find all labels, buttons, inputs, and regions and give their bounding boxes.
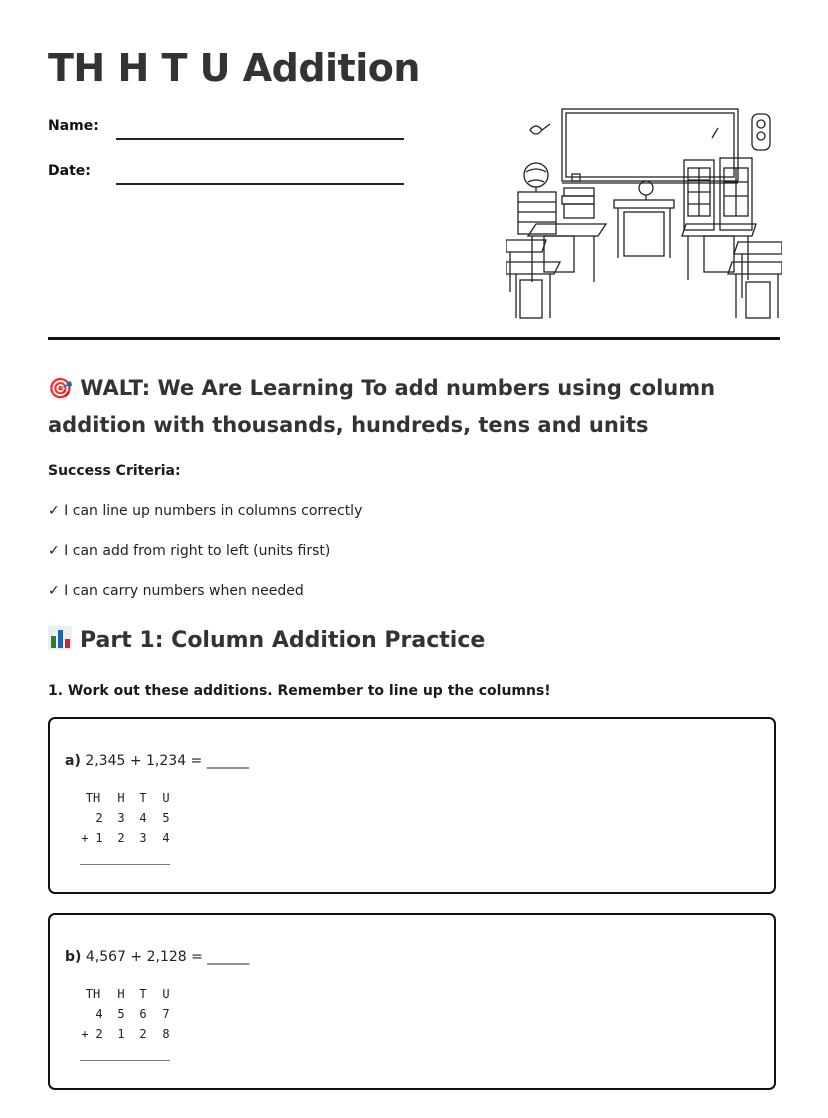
walt-text: WALT: We Are Learning To add numbers using column addition with thousands, hundreds, tens and units bbox=[48, 376, 716, 437]
criteria-item: ✓ I can add from right to left (units first) bbox=[48, 543, 331, 559]
place-value-header-row bbox=[78, 987, 178, 1007]
digit-cell: 4 bbox=[95, 1007, 103, 1021]
digit-cell: 2 bbox=[95, 1027, 103, 1041]
place-header: U bbox=[162, 791, 170, 805]
place-header: U bbox=[162, 987, 170, 1001]
worksheet-title: TH H T U Addition bbox=[48, 46, 420, 90]
addend-row bbox=[78, 831, 178, 851]
date-line bbox=[116, 183, 404, 185]
header-divider bbox=[48, 337, 780, 340]
place-header: T bbox=[139, 791, 147, 805]
digit-cell: 7 bbox=[162, 1007, 170, 1021]
bar-chart-icon bbox=[48, 626, 72, 650]
digit-cell: 2 bbox=[117, 831, 125, 845]
digit-cell: 3 bbox=[139, 831, 147, 845]
digit-cell: 2 bbox=[95, 811, 103, 825]
name-line bbox=[116, 138, 404, 140]
walt-heading bbox=[48, 370, 788, 444]
part1-title: Part 1: Column Addition Practice bbox=[80, 628, 486, 653]
digit-cell: 4 bbox=[139, 811, 147, 825]
question-label: a) bbox=[65, 753, 81, 769]
digit-cell: 3 bbox=[117, 811, 125, 825]
question-expression: 4,567 + 2,128 = ______ bbox=[85, 949, 250, 965]
place-header: H bbox=[117, 791, 125, 805]
digit-cell: 5 bbox=[117, 1007, 125, 1021]
place-header: TH bbox=[85, 791, 101, 805]
answer-line bbox=[80, 864, 170, 865]
date-label: Date: bbox=[48, 163, 91, 179]
addend-row bbox=[78, 811, 178, 831]
success-criteria-title: Success Criteria: bbox=[48, 463, 181, 479]
digit-cell: 2 bbox=[139, 1027, 147, 1041]
plus-sign: + bbox=[81, 831, 89, 845]
criteria-item: ✓ I can line up numbers in columns correctly bbox=[48, 503, 363, 519]
digit-cell: 6 bbox=[139, 1007, 147, 1021]
place-header: TH bbox=[85, 987, 101, 1001]
digit-cell: 8 bbox=[162, 1027, 170, 1041]
name-label: Name: bbox=[48, 118, 99, 134]
digit-cell: 5 bbox=[162, 811, 170, 825]
column-grid bbox=[78, 791, 178, 851]
place-header: T bbox=[139, 987, 147, 1001]
part1-heading bbox=[48, 626, 485, 653]
place-value-header-row bbox=[78, 791, 178, 811]
digit-cell: 4 bbox=[162, 831, 170, 845]
question-line bbox=[65, 949, 249, 965]
digit-cell: 1 bbox=[117, 1027, 125, 1041]
question-label: b) bbox=[65, 949, 82, 965]
addend-row bbox=[78, 1007, 178, 1027]
plus-sign: + bbox=[81, 1027, 89, 1041]
question-card-a bbox=[48, 717, 776, 894]
digit-cell: 1 bbox=[95, 831, 103, 845]
question-line bbox=[65, 753, 249, 769]
answer-line bbox=[80, 1060, 170, 1061]
classroom-illustration bbox=[506, 102, 782, 320]
column-grid bbox=[78, 987, 178, 1047]
target-icon: 🎯 bbox=[48, 376, 73, 400]
place-header: H bbox=[117, 987, 125, 1001]
question-card-b bbox=[48, 913, 776, 1090]
question-expression: 2,345 + 1,234 = ______ bbox=[85, 753, 249, 769]
instruction-text: 1. Work out these additions. Remember to line up the columns! bbox=[48, 683, 551, 699]
addend-row bbox=[78, 1027, 178, 1047]
criteria-item: ✓ I can carry numbers when needed bbox=[48, 583, 304, 599]
